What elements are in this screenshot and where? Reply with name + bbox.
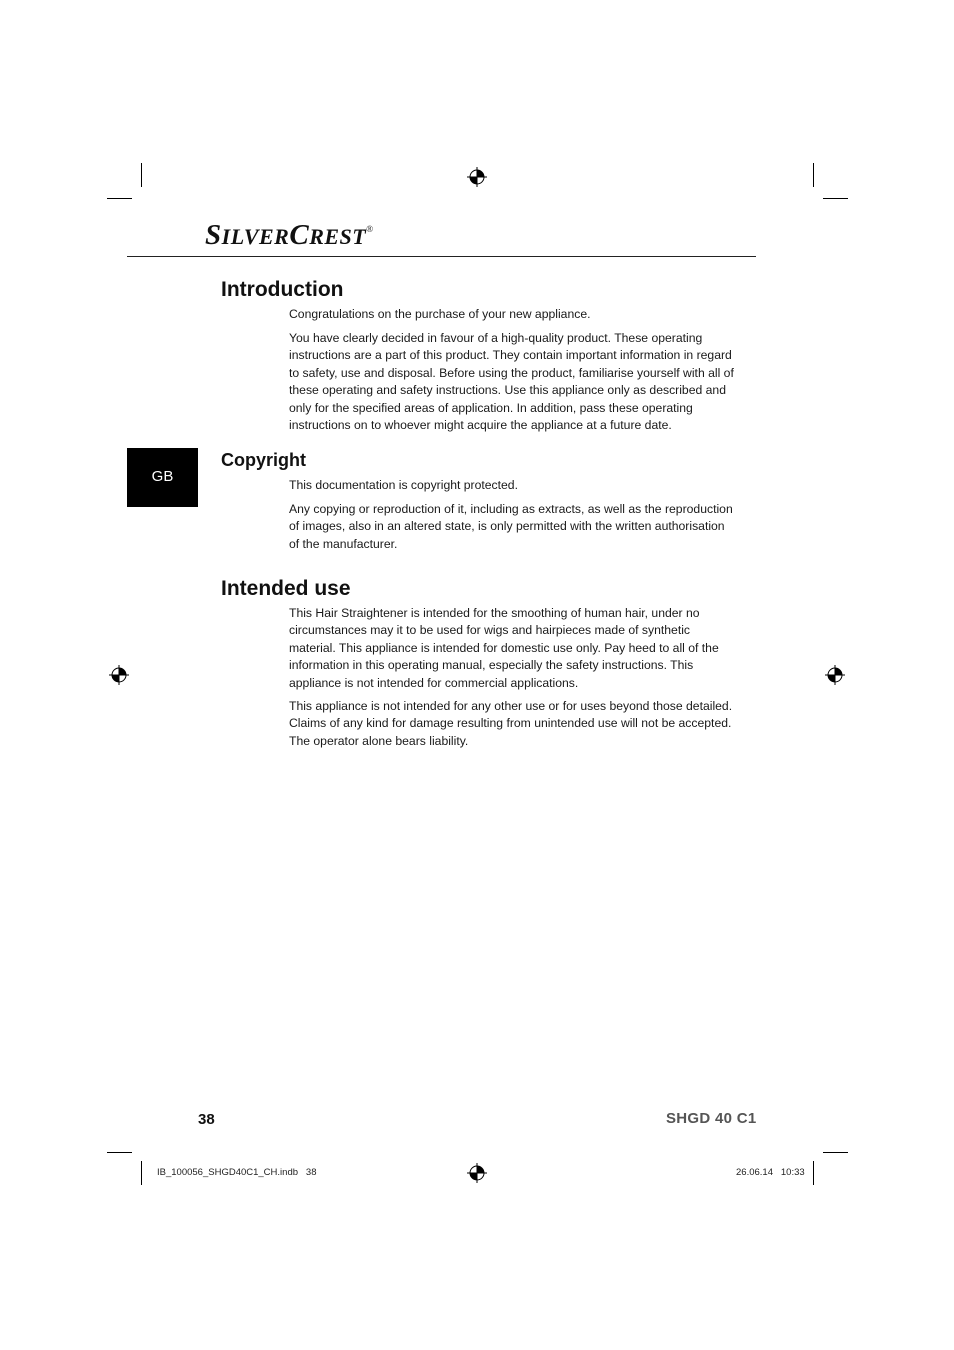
crop-mark <box>813 1161 814 1185</box>
language-tab-gb <box>127 448 198 507</box>
print-slug-file: IB_100056_SHGD40C1_CH.indb 38 <box>157 1167 317 1178</box>
copyright-paragraph-1: This documentation is copyright protected. <box>289 478 518 492</box>
crop-mark <box>141 163 142 187</box>
intended-use-paragraph-1: This Hair Straightener is intended for the smoothing of human hair, under no circumstances may it to be used for wigs and hairpieces made of synthetic material. This appliance is intended for domestic use only. Pay heed to all of the information in this operating manual, especially the safety instructions. This appliance is not intended for commercial applications. <box>289 606 719 690</box>
crop-mark <box>107 198 132 199</box>
copyright-paragraph-2: Any copying or reproduction of it, including as extracts, as well as the reproduction of images, also in an altered state, is only permitted with the written authorisation of the manufacturer. <box>289 502 733 551</box>
language-tab-label: GB <box>151 468 174 485</box>
registration-mark-icon <box>109 665 129 685</box>
registration-mark-icon <box>825 665 845 685</box>
silvercrest-logo <box>205 221 374 250</box>
header-rule <box>127 256 756 257</box>
crop-mark <box>141 1161 142 1185</box>
heading-intended-use: Intended use <box>221 577 351 600</box>
intended-use-paragraph-2: This appliance is not intended for any other use or for uses beyond those detailed. Claims of any kind for damage resulting from unintended use will not be accepted. The operator alone bears liability. <box>289 699 733 748</box>
page-number: 38 <box>198 1111 215 1128</box>
crop-mark <box>813 163 814 187</box>
logo-initial-c: C <box>289 219 310 251</box>
logo-text-rest: REST <box>309 224 367 249</box>
registered-mark: ® <box>366 224 374 234</box>
heading-copyright: Copyright <box>221 450 306 470</box>
logo-initial-s: S <box>205 219 222 251</box>
registration-mark-icon <box>467 167 487 187</box>
intro-paragraph-1: Congratulations on the purchase of your new appliance. <box>289 307 591 321</box>
registration-mark-icon <box>467 1163 487 1183</box>
intro-paragraph-2: You have clearly decided in favour of a high-quality product. These operating instructions are a part of this product. They contain important information in regard to safety, use and disposal. Before using the product, familiarise yourself with all of these operating and safety instructions. Use this appliance only as described and only for the specified areas of application. In addition, pass these operating instructions on to whoever might acquire the appliance at a future date. <box>289 331 734 433</box>
print-slug-datetime: 26.06.14 10:33 <box>736 1167 805 1178</box>
logo-text-ilver: ILVER <box>221 224 290 249</box>
heading-introduction: Introduction <box>221 278 344 301</box>
crop-mark <box>823 1152 848 1153</box>
crop-mark <box>823 198 848 199</box>
model-number: SHGD 40 C1 <box>666 1110 757 1127</box>
crop-mark <box>107 1152 132 1153</box>
